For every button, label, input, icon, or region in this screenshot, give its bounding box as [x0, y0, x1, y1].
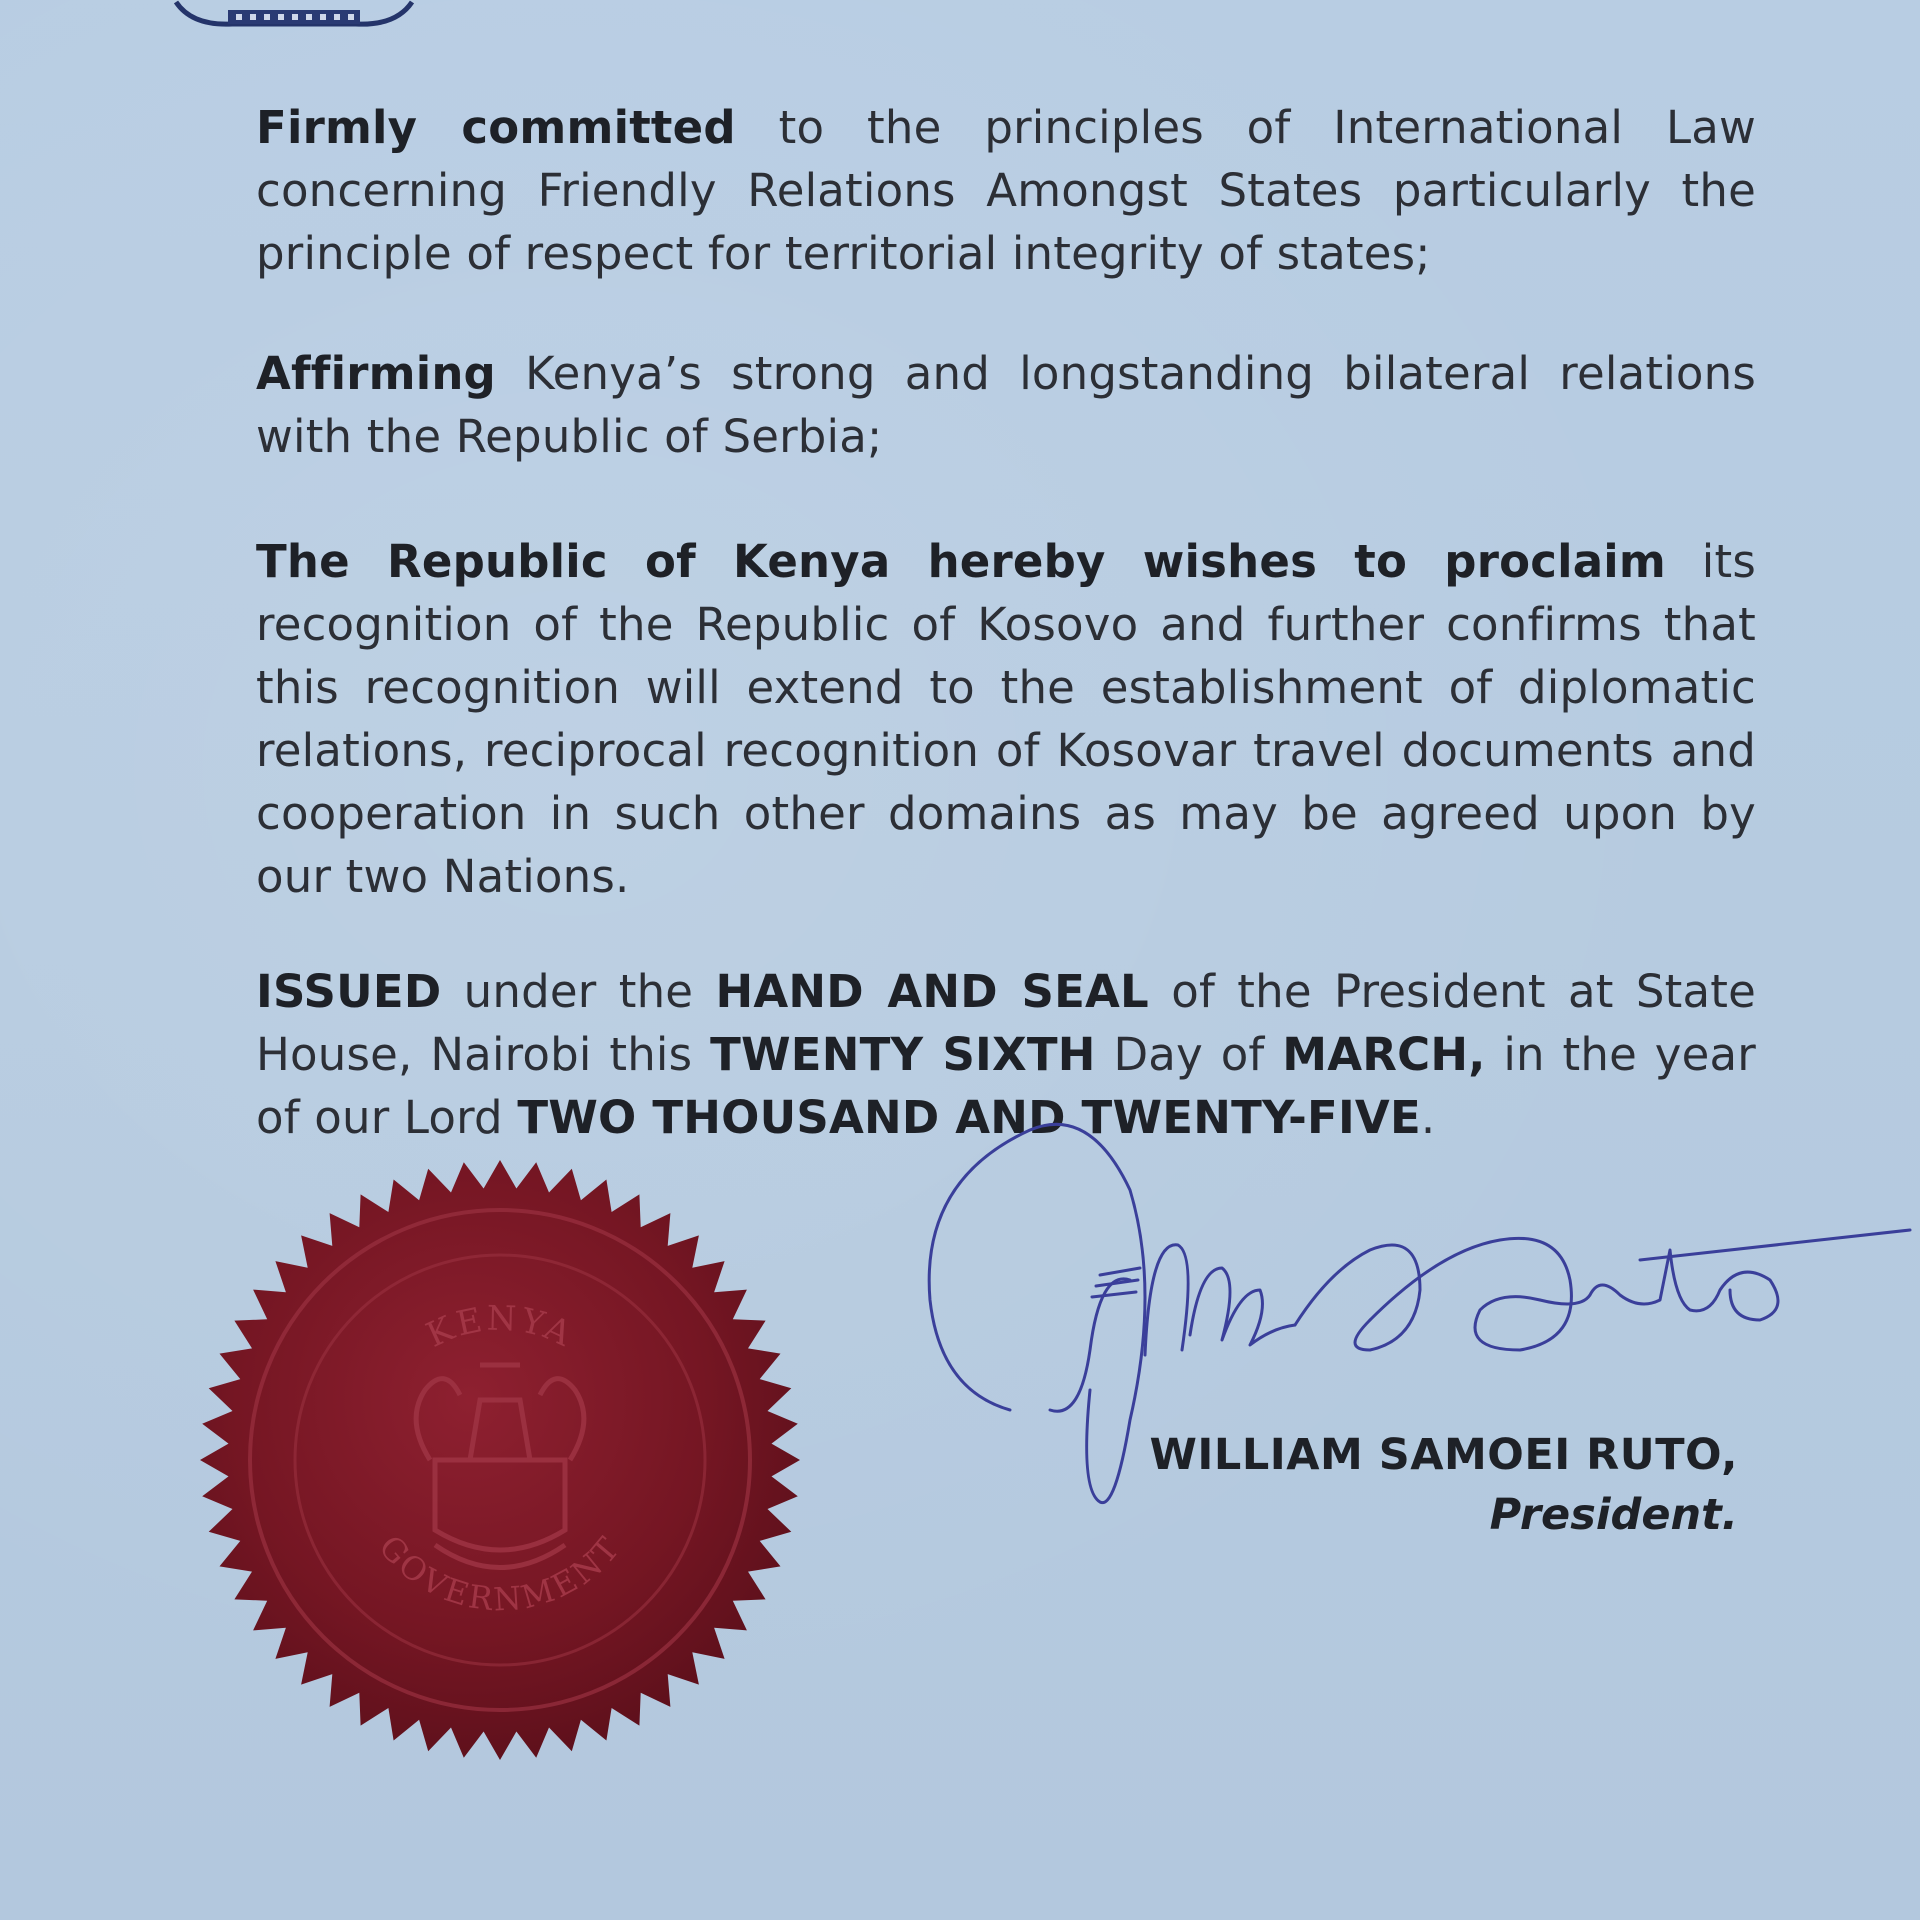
coat-of-arms-fragment	[172, 0, 416, 30]
paragraph-text: Kenya’s strong and longstanding bilateral relations with the Republic of Serbia;	[256, 347, 1756, 463]
paragraph-affirmation	[256, 342, 1756, 468]
paragraph-lead: Firmly committed	[256, 101, 736, 154]
paragraph-lead: Affirming	[256, 347, 496, 400]
paragraph-commitment	[256, 96, 1756, 285]
government-seal-icon	[180, 1160, 820, 1760]
issued-label: ISSUED	[256, 965, 442, 1018]
signatory-name: WILLIAM SAMOEI RUTO,	[1149, 1430, 1738, 1480]
seal-top-text: KENYA	[420, 1298, 580, 1356]
issuance-month: MARCH,	[1282, 1028, 1486, 1081]
issuance-text: in the year of our Lord	[256, 1028, 1756, 1144]
issuance-text: .	[1420, 1091, 1436, 1144]
paragraph-lead: The Republic of Kenya hereby wishes to proclaim	[256, 535, 1666, 588]
hand-and-seal-label: HAND AND SEAL	[715, 965, 1149, 1018]
paragraph-text: its recognition of the Republic of Kosovo and further confirms that this recognition will extend to the establishment of diplomatic relations, reciprocal recognition of Kosovar travel documents and cooperation in such other domains as may be agreed upon by our two Nations.	[256, 535, 1756, 903]
issuance-year: TWO THOUSAND AND TWENTY-FIVE	[517, 1091, 1421, 1144]
issuance-text: of the President at State House, Nairobi this	[256, 965, 1756, 1081]
paragraph-text: to the principles of International Law concerning Friendly Relations Amongst States particularly the principle of respect for territorial integrity of states;	[256, 101, 1756, 280]
seal-bottom-text: GOVERNMENT	[371, 1527, 629, 1619]
signatory-title: President.	[1489, 1490, 1738, 1540]
issuance-text: Day of	[1095, 1028, 1283, 1081]
issuance-text: under the	[441, 965, 716, 1018]
issuance-day: TWENTY SIXTH	[710, 1028, 1096, 1081]
paragraph-proclamation	[256, 530, 1756, 908]
